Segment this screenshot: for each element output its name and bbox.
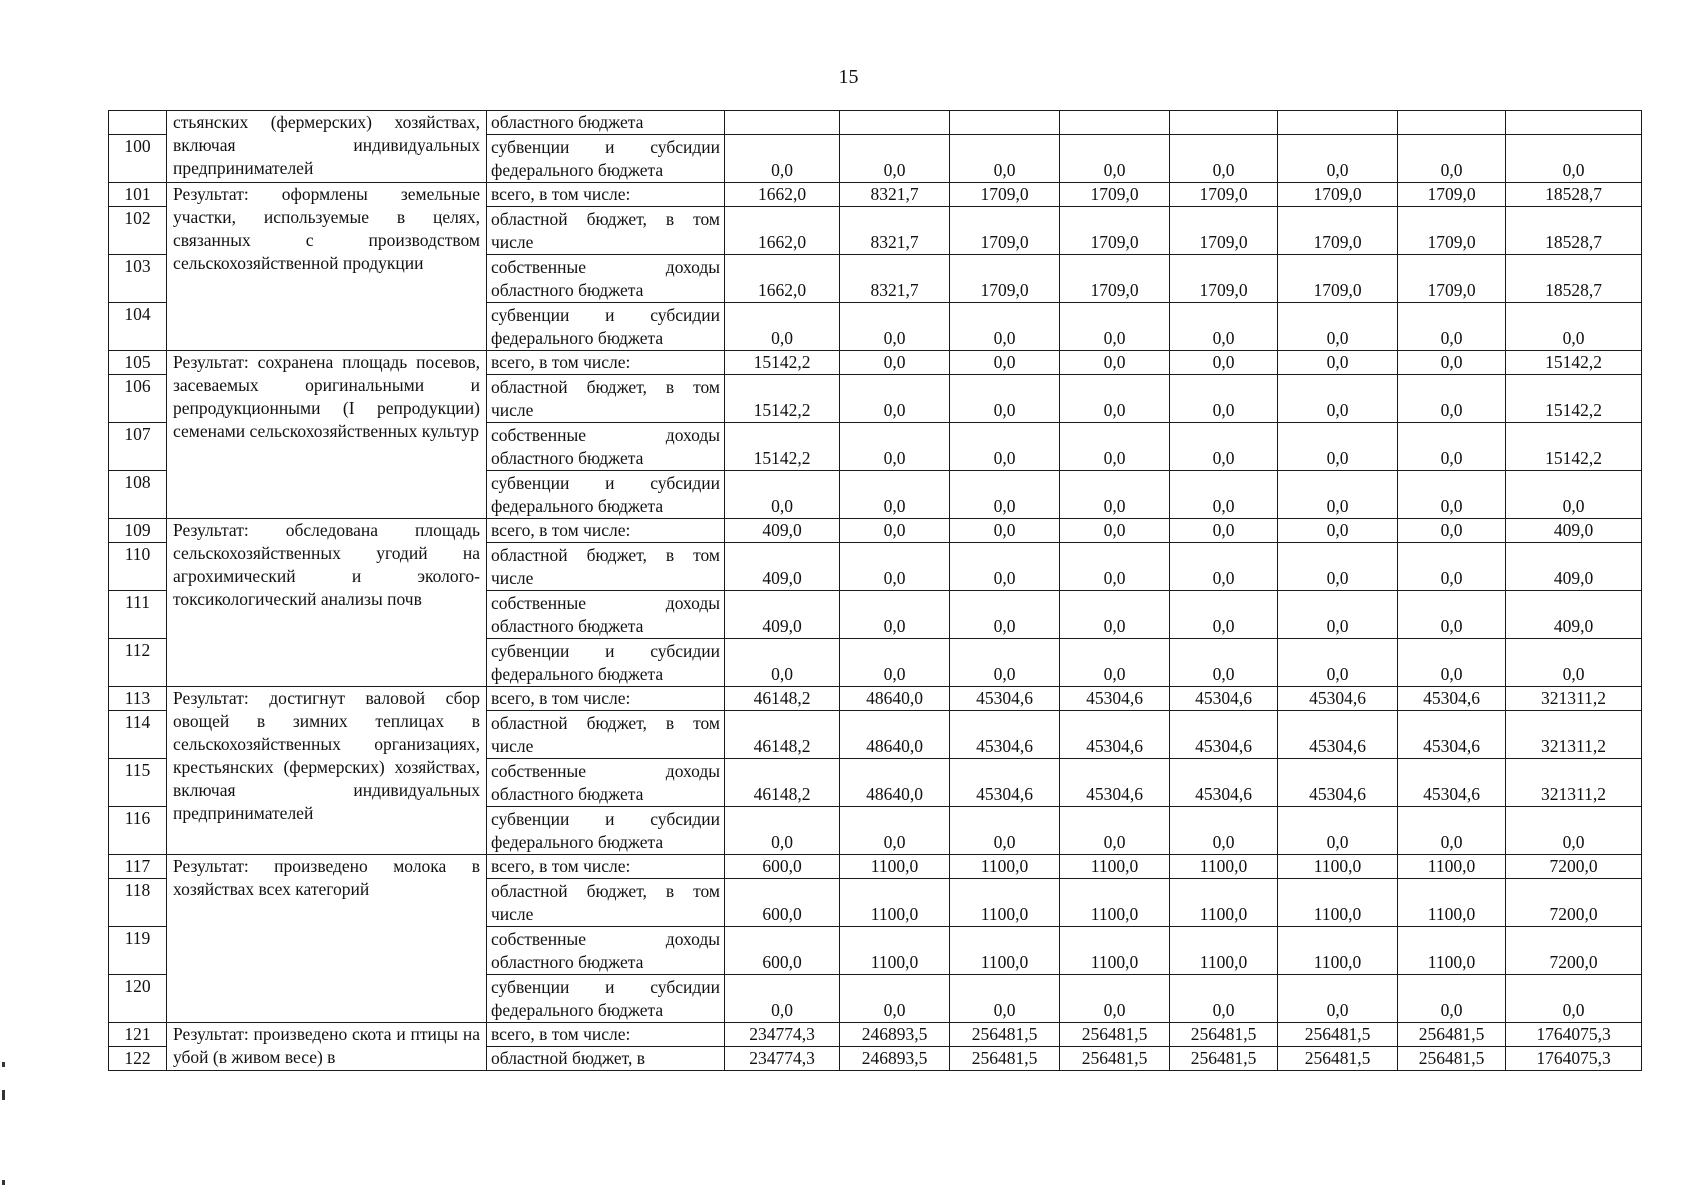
year-value: 46148,2	[725, 687, 840, 711]
row-number: 120	[109, 975, 167, 1023]
year-value: 0,0	[950, 423, 1060, 471]
year-value: 1100,0	[840, 855, 950, 879]
year-value: 15142,2	[725, 423, 840, 471]
year-value: 0,0	[725, 303, 840, 351]
year-value: 1100,0	[1170, 927, 1278, 975]
table-row	[109, 519, 1642, 543]
year-value: 1709,0	[1060, 255, 1170, 303]
total-value: 1764075,3	[1506, 1047, 1642, 1071]
year-value	[1170, 111, 1278, 135]
year-value	[840, 111, 950, 135]
funding-source: субвенции и субсидии федерального бюджета	[487, 303, 725, 351]
row-number: 111	[109, 591, 167, 639]
year-value: 0,0	[1060, 375, 1170, 423]
year-value: 1709,0	[1278, 183, 1398, 207]
year-value: 1709,0	[1170, 255, 1278, 303]
year-value: 45304,6	[1278, 759, 1398, 807]
year-value: 1100,0	[1060, 927, 1170, 975]
year-value: 0,0	[840, 351, 950, 375]
year-value: 0,0	[950, 519, 1060, 543]
row-number: 108	[109, 471, 167, 519]
year-value: 0,0	[950, 135, 1060, 183]
result-description: Результат: сохранена площадь посевов, засеваемых оригинальными и репродукционными (I репродукции) семенами сельскохозяйственных культур	[167, 351, 487, 519]
row-number: 103	[109, 255, 167, 303]
budget-table	[108, 110, 1642, 1071]
year-value: 0,0	[1060, 351, 1170, 375]
funding-source: областной бюджет, в том числе	[487, 543, 725, 591]
year-value: 45304,6	[1398, 759, 1506, 807]
year-value: 46148,2	[725, 759, 840, 807]
year-value: 0,0	[1278, 423, 1398, 471]
year-value: 600,0	[725, 879, 840, 927]
funding-source: всего, в том числе:	[487, 351, 725, 375]
page-number: 15	[838, 66, 859, 88]
year-value: 0,0	[950, 639, 1060, 687]
total-value: 409,0	[1506, 519, 1642, 543]
year-value: 0,0	[1278, 639, 1398, 687]
year-value: 48640,0	[840, 711, 950, 759]
row-number: 112	[109, 639, 167, 687]
year-value: 0,0	[1060, 135, 1170, 183]
row-number: 105	[109, 351, 167, 375]
result-description: Результат: произведено молока в хозяйствах всех категорий	[167, 855, 487, 1023]
year-value: 45304,6	[1060, 687, 1170, 711]
result-description: Результат: оформлены земельные участки, используемые в целях, связанных с производством сельскохозяйственной продукции	[167, 183, 487, 351]
year-value: 0,0	[1278, 519, 1398, 543]
total-value: 0,0	[1506, 807, 1642, 855]
year-value: 1100,0	[1060, 879, 1170, 927]
year-value: 256481,5	[950, 1023, 1060, 1047]
total-value: 15142,2	[1506, 375, 1642, 423]
funding-source: областной бюджет, в том числе	[487, 207, 725, 255]
total-value: 18528,7	[1506, 255, 1642, 303]
year-value: 45304,6	[950, 759, 1060, 807]
row-number: 116	[109, 807, 167, 855]
year-value: 1709,0	[950, 255, 1060, 303]
year-value: 0,0	[725, 471, 840, 519]
year-value: 0,0	[840, 423, 950, 471]
row-number: 101	[109, 183, 167, 207]
year-value	[1278, 111, 1398, 135]
funding-source: собственные доходы областного бюджета	[487, 591, 725, 639]
year-value: 0,0	[840, 519, 950, 543]
year-value: 0,0	[1398, 519, 1506, 543]
funding-source: собственные доходы областного бюджета	[487, 423, 725, 471]
total-value: 7200,0	[1506, 927, 1642, 975]
year-value: 256481,5	[950, 1047, 1060, 1071]
year-value: 1662,0	[725, 255, 840, 303]
funding-source: собственные доходы областного бюджета	[487, 759, 725, 807]
year-value: 0,0	[725, 639, 840, 687]
year-value: 234774,3	[725, 1047, 840, 1071]
row-number	[109, 111, 167, 135]
year-value: 0,0	[1278, 591, 1398, 639]
year-value: 0,0	[840, 471, 950, 519]
total-value: 18528,7	[1506, 207, 1642, 255]
total-value: 15142,2	[1506, 351, 1642, 375]
year-value: 1100,0	[1060, 855, 1170, 879]
year-value: 45304,6	[950, 687, 1060, 711]
year-value: 0,0	[1398, 975, 1506, 1023]
year-value: 0,0	[1398, 303, 1506, 351]
row-number: 102	[109, 207, 167, 255]
year-value: 0,0	[1170, 639, 1278, 687]
year-value: 1100,0	[950, 879, 1060, 927]
year-value: 0,0	[1170, 471, 1278, 519]
year-value: 0,0	[1278, 471, 1398, 519]
year-value: 0,0	[1278, 975, 1398, 1023]
total-value: 321311,2	[1506, 759, 1642, 807]
total-value: 0,0	[1506, 471, 1642, 519]
year-value: 0,0	[1170, 303, 1278, 351]
year-value: 0,0	[840, 135, 950, 183]
year-value: 600,0	[725, 855, 840, 879]
year-value: 8321,7	[840, 183, 950, 207]
funding-source: всего, в том числе:	[487, 855, 725, 879]
total-value: 15142,2	[1506, 423, 1642, 471]
year-value: 0,0	[1398, 591, 1506, 639]
year-value: 0,0	[1398, 543, 1506, 591]
total-value: 409,0	[1506, 543, 1642, 591]
row-number: 114	[109, 711, 167, 759]
scan-edge-mark	[2, 1062, 5, 1067]
row-number: 119	[109, 927, 167, 975]
year-value: 0,0	[1398, 471, 1506, 519]
year-value: 0,0	[1170, 423, 1278, 471]
year-value: 45304,6	[1398, 711, 1506, 759]
total-value: 321311,2	[1506, 711, 1642, 759]
year-value: 0,0	[1278, 351, 1398, 375]
year-value: 8321,7	[840, 255, 950, 303]
year-value: 0,0	[840, 807, 950, 855]
total-value: 0,0	[1506, 135, 1642, 183]
funding-source: субвенции и субсидии федерального бюджета	[487, 135, 725, 183]
year-value: 0,0	[1278, 543, 1398, 591]
table-row	[109, 183, 1642, 207]
table-row	[109, 1023, 1642, 1047]
year-value: 234774,3	[725, 1023, 840, 1047]
funding-source: субвенции и субсидии федерального бюджета	[487, 471, 725, 519]
year-value: 0,0	[1060, 423, 1170, 471]
year-value: 0,0	[950, 975, 1060, 1023]
year-value: 1709,0	[950, 183, 1060, 207]
funding-source: субвенции и субсидии федерального бюджета	[487, 639, 725, 687]
year-value: 409,0	[725, 519, 840, 543]
year-value: 8321,7	[840, 207, 950, 255]
year-value: 0,0	[1278, 135, 1398, 183]
total-value: 7200,0	[1506, 879, 1642, 927]
funding-source: областной бюджет, в	[487, 1047, 725, 1071]
year-value: 0,0	[1170, 375, 1278, 423]
year-value: 0,0	[1060, 975, 1170, 1023]
year-value: 48640,0	[840, 759, 950, 807]
year-value: 0,0	[1170, 519, 1278, 543]
year-value: 0,0	[1398, 135, 1506, 183]
funding-source: областной бюджет, в том числе	[487, 879, 725, 927]
funding-source: собственные доходы областного бюджета	[487, 927, 725, 975]
year-value: 0,0	[725, 807, 840, 855]
funding-source: субвенции и субсидии федерального бюджета	[487, 975, 725, 1023]
year-value: 45304,6	[950, 711, 1060, 759]
funding-source: всего, в том числе:	[487, 183, 725, 207]
funding-source: собственные доходы областного бюджета	[487, 255, 725, 303]
year-value: 0,0	[1170, 351, 1278, 375]
table-row	[109, 351, 1642, 375]
year-value: 0,0	[950, 471, 1060, 519]
year-value: 45304,6	[1170, 759, 1278, 807]
table-row	[109, 687, 1642, 711]
funding-source: всего, в том числе:	[487, 1023, 725, 1047]
year-value: 256481,5	[1278, 1023, 1398, 1047]
year-value: 1709,0	[1060, 207, 1170, 255]
year-value: 409,0	[725, 543, 840, 591]
row-number: 115	[109, 759, 167, 807]
result-description: Результат: обследована площадь сельскохозяйственных угодий на агрохимический и эколого-токсикологический анализы почв	[167, 519, 487, 687]
row-number: 109	[109, 519, 167, 543]
year-value: 1100,0	[1278, 879, 1398, 927]
year-value: 256481,5	[1170, 1047, 1278, 1071]
total-value: 18528,7	[1506, 183, 1642, 207]
year-value: 246893,5	[840, 1047, 950, 1071]
year-value: 0,0	[1060, 519, 1170, 543]
year-value: 0,0	[950, 375, 1060, 423]
year-value: 45304,6	[1398, 687, 1506, 711]
year-value: 45304,6	[1060, 759, 1170, 807]
year-value: 0,0	[1170, 807, 1278, 855]
year-value: 45304,6	[1170, 711, 1278, 759]
year-value: 0,0	[950, 303, 1060, 351]
funding-source: всего, в том числе:	[487, 687, 725, 711]
year-value	[950, 111, 1060, 135]
year-value: 0,0	[950, 807, 1060, 855]
year-value: 0,0	[1170, 543, 1278, 591]
year-value: 0,0	[1278, 375, 1398, 423]
scan-edge-mark	[2, 1180, 5, 1185]
year-value: 1709,0	[1170, 207, 1278, 255]
year-value: 0,0	[1278, 807, 1398, 855]
result-description: Результат: достигнут валовой сбор овощей в зимних теплицах в сельскохозяйственных организациях, крестьянских (фермерских) хозяйствах, включая индивидуальных предпринимателей	[167, 687, 487, 855]
row-number: 117	[109, 855, 167, 879]
year-value: 0,0	[840, 375, 950, 423]
table-row	[109, 111, 1642, 135]
year-value: 0,0	[1060, 471, 1170, 519]
year-value: 45304,6	[1278, 687, 1398, 711]
year-value: 1100,0	[1278, 855, 1398, 879]
year-value: 0,0	[840, 543, 950, 591]
year-value: 1100,0	[1170, 879, 1278, 927]
funding-source: субвенции и субсидии федерального бюджета	[487, 807, 725, 855]
year-value: 246893,5	[840, 1023, 950, 1047]
year-value: 0,0	[950, 543, 1060, 591]
total-value: 0,0	[1506, 639, 1642, 687]
year-value: 256481,5	[1398, 1023, 1506, 1047]
year-value: 256481,5	[1278, 1047, 1398, 1071]
year-value: 0,0	[1170, 135, 1278, 183]
year-value: 1709,0	[1398, 207, 1506, 255]
year-value: 256481,5	[1060, 1047, 1170, 1071]
total-value: 409,0	[1506, 591, 1642, 639]
year-value: 0,0	[1398, 639, 1506, 687]
year-value: 0,0	[840, 639, 950, 687]
year-value: 0,0	[1060, 543, 1170, 591]
year-value: 0,0	[1060, 591, 1170, 639]
year-value: 45304,6	[1278, 711, 1398, 759]
result-description: Результат: произведено скота и птицы на убой (в живом весе) в	[167, 1023, 487, 1071]
year-value: 256481,5	[1170, 1023, 1278, 1047]
year-value: 46148,2	[725, 711, 840, 759]
year-value: 0,0	[950, 351, 1060, 375]
year-value: 0,0	[1170, 975, 1278, 1023]
total-value: 0,0	[1506, 303, 1642, 351]
scan-edge-mark	[2, 1090, 5, 1100]
year-value: 1662,0	[725, 183, 840, 207]
year-value: 0,0	[1170, 591, 1278, 639]
row-number: 100	[109, 135, 167, 183]
row-number: 110	[109, 543, 167, 591]
year-value: 0,0	[1398, 807, 1506, 855]
total-value: 0,0	[1506, 975, 1642, 1023]
year-value: 1662,0	[725, 207, 840, 255]
row-number: 122	[109, 1047, 167, 1071]
result-description: стьянских (фермерских) хозяйствах, включая индивидуальных предпринимателей	[167, 111, 487, 183]
year-value: 0,0	[1398, 351, 1506, 375]
total-value: 1764075,3	[1506, 1023, 1642, 1047]
year-value: 1100,0	[1170, 855, 1278, 879]
row-number: 118	[109, 879, 167, 927]
year-value: 0,0	[725, 135, 840, 183]
year-value: 45304,6	[1060, 711, 1170, 759]
year-value	[1398, 111, 1506, 135]
year-value: 0,0	[1278, 303, 1398, 351]
row-number: 104	[109, 303, 167, 351]
row-number: 113	[109, 687, 167, 711]
year-value: 0,0	[1398, 423, 1506, 471]
year-value: 1100,0	[840, 879, 950, 927]
year-value: 600,0	[725, 927, 840, 975]
year-value: 256481,5	[1060, 1023, 1170, 1047]
year-value: 0,0	[1060, 303, 1170, 351]
year-value: 1100,0	[1398, 879, 1506, 927]
year-value: 1709,0	[1398, 255, 1506, 303]
year-value: 1100,0	[1278, 927, 1398, 975]
year-value: 45304,6	[1170, 687, 1278, 711]
year-value: 0,0	[1060, 807, 1170, 855]
funding-source: областной бюджет, в том числе	[487, 711, 725, 759]
year-value: 1709,0	[1278, 255, 1398, 303]
year-value: 0,0	[840, 591, 950, 639]
year-value: 1709,0	[1278, 207, 1398, 255]
row-number: 121	[109, 1023, 167, 1047]
row-number: 106	[109, 375, 167, 423]
year-value: 0,0	[1060, 639, 1170, 687]
year-value: 0,0	[950, 591, 1060, 639]
year-value: 1709,0	[950, 207, 1060, 255]
year-value: 1100,0	[1398, 927, 1506, 975]
year-value: 15142,2	[725, 351, 840, 375]
total-value: 321311,2	[1506, 687, 1642, 711]
funding-source: областного бюджета	[487, 111, 725, 135]
total-value	[1506, 111, 1642, 135]
year-value	[1060, 111, 1170, 135]
year-value	[725, 111, 840, 135]
year-value: 1100,0	[950, 927, 1060, 975]
year-value: 1709,0	[1170, 183, 1278, 207]
year-value: 48640,0	[840, 687, 950, 711]
row-number: 107	[109, 423, 167, 471]
year-value: 1100,0	[1398, 855, 1506, 879]
year-value: 256481,5	[1398, 1047, 1506, 1071]
year-value: 1709,0	[1398, 183, 1506, 207]
table-row	[109, 855, 1642, 879]
year-value: 409,0	[725, 591, 840, 639]
funding-source: областной бюджет, в том числе	[487, 375, 725, 423]
year-value: 0,0	[840, 975, 950, 1023]
year-value: 1100,0	[840, 927, 950, 975]
total-value: 7200,0	[1506, 855, 1642, 879]
funding-source: всего, в том числе:	[487, 519, 725, 543]
year-value: 0,0	[840, 303, 950, 351]
year-value: 15142,2	[725, 375, 840, 423]
year-value: 1100,0	[950, 855, 1060, 879]
year-value: 0,0	[725, 975, 840, 1023]
year-value: 0,0	[1398, 375, 1506, 423]
year-value: 1709,0	[1060, 183, 1170, 207]
